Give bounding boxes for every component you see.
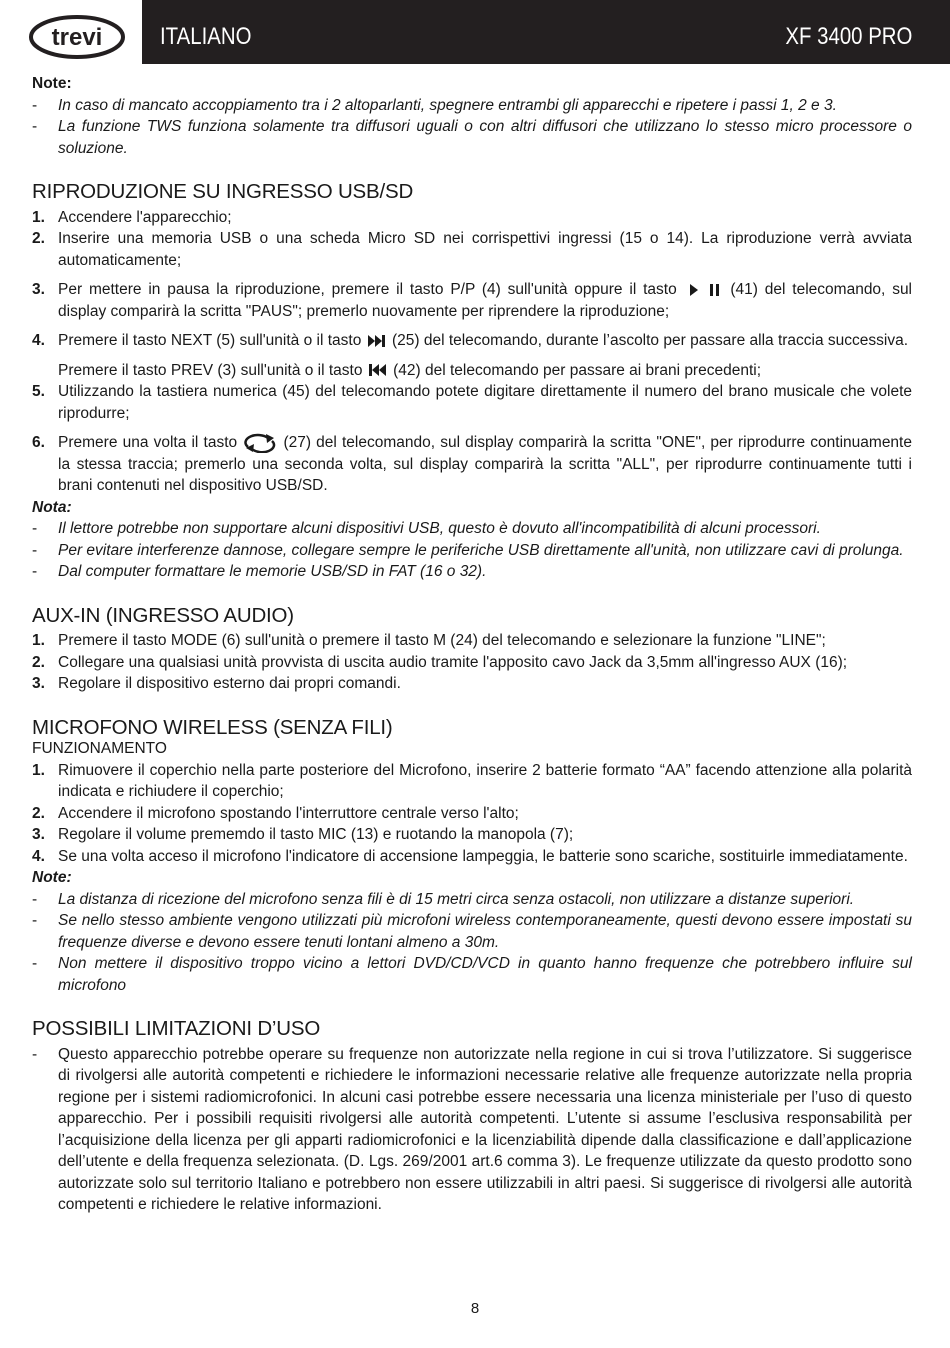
step-text xyxy=(58,330,912,352)
list-item xyxy=(32,1044,912,1216)
step-text-part: Premere una volta il tasto xyxy=(58,434,238,451)
list-item xyxy=(32,228,912,271)
play-pause-icon xyxy=(684,282,724,298)
note-text: La distanza di ricezione del microfono senza fili è di 15 metri circa senza ostacoli, non utilizzare a distanze superiori. xyxy=(58,890,855,908)
section-title-usb: RIPRODUZIONE SU INGRESSO USB/SD xyxy=(32,180,414,203)
step-text: Accendere il microfono spostando l'interruttore centrale verso l'alto; xyxy=(58,804,519,822)
bullet-dash: - xyxy=(32,1045,38,1063)
document-body xyxy=(32,73,912,1216)
list-item xyxy=(32,652,912,674)
step-text-part: (25) del telecomando, durante l’ascolto per passare alla traccia successiva. xyxy=(391,332,909,349)
list-item xyxy=(32,381,912,424)
note-text: In caso di mancato accoppiamento tra i 2 altoparlanti, spegnere entrambi gli apparecchi e ripetere i passi 1, 2 e 3. xyxy=(58,96,837,114)
list-item xyxy=(32,630,912,652)
trevi-logo xyxy=(28,14,126,60)
list-item xyxy=(32,279,912,322)
nota-text: Il lettore potrebbe non supportare alcuni dispositivi USB, questo è dovuto all'incompatibilità di alcuni processori. xyxy=(58,520,821,537)
section-title-aux: AUX-IN (INGRESSO AUDIO) xyxy=(32,603,294,627)
bullet-dash: - xyxy=(32,563,38,580)
step-number: 1. xyxy=(32,208,45,226)
list-item xyxy=(32,540,912,562)
step-number: 4. xyxy=(32,332,45,349)
step-text: Inserire una memoria USB o una scheda Micro SD nei corrispettivi ingressi (15 o 14). La riproduzione verrà avviata automaticamente; xyxy=(58,230,912,269)
repeat-icon xyxy=(242,433,278,453)
note-heading: Note: xyxy=(32,75,72,92)
step-text-part: (27) del telecomando, sul display comparirà la scritta "ONE", per riprodurre continuamente la stessa traccia; premerlo una seconda volta, sul display comparirà la scritta "ALL", per riprodurre continuamente tutti i brani contenuti nel dispositivo USB/SD. xyxy=(58,434,912,494)
limits-text: Questo apparecchio potrebbe operare su frequenze non autorizzate nella regione in cui si trova l’utilizzatore. Si suggerisce di rivolgersi alle autorità competenti e richiedere le informazioni necessarie relative alle frequenze autorizzate nella propria regione per i sistemi radiomicrofonici. In alcuni casi potrebbe essere necessaria una licenza ministeriale per l’uso di questo apparecchio. Per i possibili requisiti rivolgersi alle autorità competenti. L’utente si assume l’esclusiva responsabilità per l’acquisizione della licenza per gli apparti radiomicrofonici e la licenziabilità dipende dalla classificazione e dall’applicazione dell’utente e della frequenza selezionata. (D. Lgs. 269/2001 art.6 comma 3). Le frequenze utilizzate da questo prodotto sono autorizzate solo sul territorio Italiano e potrebbero non essere utilizzabili in altri paesi. Si suggerisce di rivolgersi alle autorità competenti e richiedere le relative informazioni. xyxy=(58,1045,912,1213)
step-text: Utilizzando la tastiera numerica (45) del telecomando potete digitare direttamente il numero del brano musicale che volete riprodurre; xyxy=(58,383,912,422)
note-text: La funzione TWS funziona solamente tra diffusori uguali o con altri diffusori che utilizzano lo stesso micro processore o soluzione. xyxy=(58,118,912,157)
bullet-dash: - xyxy=(32,96,38,114)
list-item xyxy=(32,889,912,911)
step-number: 4. xyxy=(32,847,45,865)
step-number: 2. xyxy=(32,230,45,247)
note-text: Se nello stesso ambiente vengono utilizzati più microfoni wireless contemporaneamente, questi devono essere impostati su frequenze diverse e devono essere tenuti lontani almeno a 30m. xyxy=(58,912,912,951)
step-text: Rimuovere il coperchio nella parte posteriore del Microfono, inserire 2 batterie formato “AA” facendo attenzione alla polarità indicata e richiudere il coperchio; xyxy=(58,761,912,800)
step-number: 1. xyxy=(32,632,45,649)
list-item xyxy=(32,432,912,497)
step-text: Collegare una qualsiasi unità provvista di uscita audio tramite l'apposito cavo Jack da 3,5mm all'ingresso AUX (16); xyxy=(58,653,848,671)
section-subtitle: FUNZIONAMENTO xyxy=(32,740,167,757)
list-item xyxy=(32,803,912,825)
note-text: Non mettere il dispositivo troppo vicino a lettori DVD/CD/VCD in quanto hanno frequenze che potrebbero influire sul microfono xyxy=(58,955,912,994)
prev-track-icon xyxy=(367,362,389,378)
bullet-dash: - xyxy=(32,541,38,559)
step-text: Premere il tasto MODE (6) sull'unità o premere il tasto M (24) del telecomando e selezionare la funzione "LINE"; xyxy=(58,632,826,649)
list-item xyxy=(32,824,912,846)
step-text-part: Premere il tasto NEXT (5) sull'unità o il tasto xyxy=(58,332,362,349)
section-title-limits: POSSIBILI LIMITAZIONI D’USO xyxy=(32,1017,321,1040)
step-text: Regolare il dispositivo esterno dai propri comandi. xyxy=(58,675,401,692)
step-number: 3. xyxy=(32,675,45,692)
model-label: XF 3400 PRO xyxy=(785,23,912,50)
step-text-part: Per mettere in pausa la riproduzione, premere il tasto P/P (4) sull'unità oppure il tasto xyxy=(58,281,677,298)
nota-text: Dal computer formattare le memorie USB/SD in FAT (16 o 32). xyxy=(58,563,487,580)
logo-text: trevi xyxy=(51,24,103,51)
list-item xyxy=(32,953,912,996)
step-number: 2. xyxy=(32,804,45,822)
list-item xyxy=(32,116,912,159)
step-number: 5. xyxy=(32,383,45,400)
step-text: Se una volta acceso il microfono l'indicatore di accensione lampeggia, le batterie sono scariche, sostituirle immediatamente. xyxy=(58,847,908,865)
list-item xyxy=(32,360,912,382)
nota-text: Per evitare interferenze dannose, collegare sempre le periferiche USB direttamente all'unità, non utilizzare cavi di prolunga. xyxy=(58,541,904,559)
step-text-part: (42) del telecomando per passare ai brani precedenti; xyxy=(393,361,762,379)
bullet-dash: - xyxy=(32,912,38,929)
bullet-dash: - xyxy=(32,520,38,537)
note-heading: Note: xyxy=(32,869,72,886)
step-number: 3. xyxy=(32,281,45,298)
step-number: 2. xyxy=(32,653,45,671)
step-text: Regolare il volume prememdo il tasto MIC (13) e ruotando la manopola (7); xyxy=(58,826,574,843)
list-item xyxy=(32,561,912,583)
step-text-part: Premere il tasto PREV (3) sull'unità o il tasto xyxy=(58,361,363,379)
list-item xyxy=(32,95,912,117)
list-item xyxy=(32,673,912,695)
page-header xyxy=(0,0,950,64)
step-text: Accendere l'apparecchio; xyxy=(58,208,232,226)
step-number: 3. xyxy=(32,826,45,843)
step-number: 6. xyxy=(32,434,45,451)
step-text xyxy=(58,432,912,497)
list-item xyxy=(32,910,912,953)
bullet-dash: - xyxy=(32,118,38,135)
list-item xyxy=(32,518,912,540)
page-number: 8 xyxy=(470,1300,480,1317)
section-title-mic: MICROFONO WIRELESS (SENZA FILI) xyxy=(32,715,393,739)
bullet-dash: - xyxy=(32,890,38,908)
list-item xyxy=(32,330,912,352)
step-text-part: (41) del telecomando, sul display comparirà la scritta "PAUS"; premerlo nuovamente per riprendere la riproduzione; xyxy=(58,281,913,320)
bullet-dash: - xyxy=(32,955,38,972)
step-text xyxy=(58,360,912,382)
list-item xyxy=(32,207,912,229)
language-label: ITALIANO xyxy=(160,23,252,50)
list-item xyxy=(32,846,912,868)
nota-heading: Nota: xyxy=(32,498,72,516)
step-text xyxy=(58,279,912,322)
step-number: 1. xyxy=(32,761,45,779)
list-item xyxy=(32,760,912,803)
next-track-icon xyxy=(366,333,388,349)
